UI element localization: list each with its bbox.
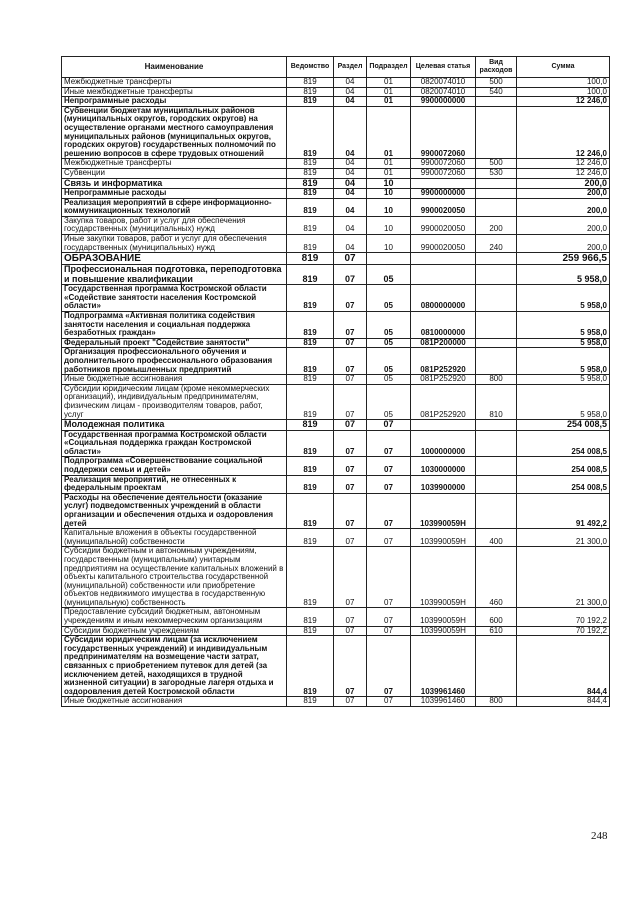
row-section: 04 (334, 159, 367, 169)
row-section: 04 (334, 235, 367, 253)
row-expense-kind (476, 348, 517, 375)
row-sum: 200,0 (517, 189, 610, 199)
row-target-item: 9900000000 (411, 189, 476, 199)
table-row (62, 216, 610, 234)
row-department: 819 (287, 348, 334, 375)
row-section: 07 (334, 338, 367, 348)
row-subsection (367, 253, 411, 265)
table-row (62, 493, 610, 528)
row-department: 819 (287, 216, 334, 234)
table-row (62, 547, 610, 608)
row-subsection: 07 (367, 547, 411, 608)
row-subsection: 05 (367, 265, 411, 285)
row-target-item: 9900072060 (411, 106, 476, 159)
row-sum: 70 192,2 (517, 608, 610, 626)
header-subsection: Подраздел (367, 57, 411, 78)
row-department: 819 (287, 265, 334, 285)
row-target-item: 081P252920 (411, 348, 476, 375)
row-expense-kind (476, 253, 517, 265)
table-row (62, 697, 610, 707)
row-target-item: 081P200000 (411, 338, 476, 348)
table-row (62, 97, 610, 107)
row-sum: 5 958,0 (517, 311, 610, 338)
row-subsection: 05 (367, 311, 411, 338)
row-expense-kind (476, 97, 517, 107)
row-name: Субвенции бюджетам муниципальных районов (муниципальных округов, городских округов) на осуществление органами местного самоуправления муниципальных районов (муниципальных округов, городских округов) государственных полномочий по решению вопросов в сфере трудовых отношений (62, 106, 287, 159)
row-subsection: 05 (367, 285, 411, 312)
row-section: 07 (334, 348, 367, 375)
row-section: 07 (334, 420, 367, 431)
row-expense-kind: 460 (476, 547, 517, 608)
row-sum: 200,0 (517, 198, 610, 216)
row-target-item: 9900072060 (411, 159, 476, 169)
row-expense-kind (476, 475, 517, 493)
header-section: Раздел (334, 57, 367, 78)
row-target-item: 081P252920 (411, 384, 476, 419)
row-department: 819 (287, 475, 334, 493)
row-sum: 5 958,0 (517, 285, 610, 312)
row-sum: 5 958,0 (517, 338, 610, 348)
row-sum: 254 008,5 (517, 420, 610, 431)
row-sum: 5 958,0 (517, 375, 610, 385)
row-expense-kind: 530 (476, 168, 517, 178)
row-subsection: 10 (367, 189, 411, 199)
row-subsection: 07 (367, 420, 411, 431)
row-sum: 259 966,5 (517, 253, 610, 265)
row-name: Профессиональная подготовка, переподготовка и повышение квалификации (62, 265, 287, 285)
row-expense-kind: 240 (476, 235, 517, 253)
row-name: Иные межбюджетные трансферты (62, 87, 287, 97)
row-subsection: 01 (367, 106, 411, 159)
row-section: 07 (334, 311, 367, 338)
row-name: Реализация мероприятий, не отнесенных к федеральным проектам (62, 475, 287, 493)
row-section: 04 (334, 168, 367, 178)
row-subsection: 07 (367, 493, 411, 528)
row-sum: 12 246,0 (517, 168, 610, 178)
row-department: 819 (287, 457, 334, 475)
row-sum: 21 300,0 (517, 529, 610, 547)
row-target-item: 0810000000 (411, 311, 476, 338)
row-subsection: 07 (367, 457, 411, 475)
row-expense-kind: 500 (476, 78, 517, 88)
row-expense-kind: 200 (476, 216, 517, 234)
row-target-item: 0820074010 (411, 78, 476, 88)
row-subsection: 07 (367, 626, 411, 636)
table-row (62, 348, 610, 375)
row-name: Межбюджетные трансферты (62, 159, 287, 169)
row-section: 07 (334, 457, 367, 475)
row-name: Молодежная политика (62, 420, 287, 431)
table-header-row (62, 57, 610, 78)
row-sum: 254 008,5 (517, 430, 610, 457)
header-department: Ведомство (287, 57, 334, 78)
row-target-item: 1039961460 (411, 636, 476, 697)
row-expense-kind (476, 636, 517, 697)
row-name: Непрограммные расходы (62, 97, 287, 107)
row-expense-kind (476, 178, 517, 189)
row-name: Иные закупки товаров, работ и услуг для обеспечения государственных (муниципальных) нужд (62, 235, 287, 253)
row-subsection: 07 (367, 608, 411, 626)
row-target-item: 1000000000 (411, 430, 476, 457)
row-expense-kind (476, 430, 517, 457)
row-target-item (411, 178, 476, 189)
table-row (62, 198, 610, 216)
row-name: Капитальные вложения в объекты государственной (муниципальной) собственности (62, 529, 287, 547)
row-target-item: 9900020050 (411, 216, 476, 234)
row-department: 819 (287, 430, 334, 457)
table-row (62, 285, 610, 312)
row-sum: 200,0 (517, 235, 610, 253)
row-target-item: 0800000000 (411, 285, 476, 312)
table-row (62, 529, 610, 547)
table-row (62, 159, 610, 169)
row-section: 07 (334, 265, 367, 285)
row-name: Подпрограмма «Активная политика содействия занятости населения и социальная поддержка безработных граждан» (62, 311, 287, 338)
row-expense-kind (476, 285, 517, 312)
header-target-item: Целевая статья (411, 57, 476, 78)
row-department: 819 (287, 253, 334, 265)
row-section: 07 (334, 475, 367, 493)
row-department: 819 (287, 493, 334, 528)
row-department: 819 (287, 311, 334, 338)
row-section: 04 (334, 216, 367, 234)
row-subsection: 10 (367, 216, 411, 234)
row-department: 819 (287, 338, 334, 348)
row-section: 07 (334, 253, 367, 265)
row-sum: 844,4 (517, 697, 610, 707)
row-section: 04 (334, 106, 367, 159)
row-expense-kind (476, 311, 517, 338)
row-name: Предоставление субсидий бюджетным, автономным учреждениям и иным некоммерческим организациям (62, 608, 287, 626)
table-row (62, 87, 610, 97)
page-number: 248 (591, 830, 608, 842)
table-row (62, 384, 610, 419)
row-subsection: 05 (367, 348, 411, 375)
row-target-item: 9900020050 (411, 198, 476, 216)
row-section: 07 (334, 430, 367, 457)
row-sum: 5 958,0 (517, 384, 610, 419)
row-sum: 254 008,5 (517, 457, 610, 475)
row-subsection: 01 (367, 78, 411, 88)
row-department: 819 (287, 420, 334, 431)
row-sum: 200,0 (517, 178, 610, 189)
table-row (62, 178, 610, 189)
row-name: Субсидии бюджетным и автономным учреждениям, государственным (муниципальным) унитарным предприятиям на осуществление капитальных вложений в объекты капитального строительства государственной (муниципальной) собственности или приобретение объектов недвижимого имущества в государственную (муниципальную) собственность (62, 547, 287, 608)
row-expense-kind: 800 (476, 375, 517, 385)
row-sum: 12 246,0 (517, 106, 610, 159)
row-sum: 91 492,2 (517, 493, 610, 528)
row-name: Субсидии юридическим лицам (за исключением государственных учреждений) и индивидуальным предпринимателям на возмещение части затрат, связанных с приобретением путевок для детей (за исключением детей, находящихся в трудной жизненной ситуации) в загородные лагеря отдыха и оздоровления детей Костромской области (62, 636, 287, 697)
row-target-item: 1039900000 (411, 475, 476, 493)
row-expense-kind (476, 338, 517, 348)
row-section: 07 (334, 697, 367, 707)
row-expense-kind (476, 457, 517, 475)
row-target-item: 081P252920 (411, 375, 476, 385)
row-department: 819 (287, 626, 334, 636)
table-row (62, 168, 610, 178)
row-department: 819 (287, 547, 334, 608)
row-sum: 5 958,0 (517, 348, 610, 375)
row-sum: 70 192,2 (517, 626, 610, 636)
row-subsection: 07 (367, 636, 411, 697)
row-name: Закупка товаров, работ и услуг для обеспечения государственных (муниципальных) нужд (62, 216, 287, 234)
row-subsection: 01 (367, 159, 411, 169)
row-department: 819 (287, 198, 334, 216)
row-target-item (411, 265, 476, 285)
row-section: 07 (334, 547, 367, 608)
row-section: 07 (334, 384, 367, 419)
row-section: 07 (334, 529, 367, 547)
row-section: 07 (334, 493, 367, 528)
row-subsection: 01 (367, 87, 411, 97)
row-expense-kind (476, 265, 517, 285)
table-row (62, 78, 610, 88)
row-name: ОБРАЗОВАНИЕ (62, 253, 287, 265)
row-department: 819 (287, 97, 334, 107)
table-row (62, 253, 610, 265)
row-section: 07 (334, 375, 367, 385)
row-section: 07 (334, 608, 367, 626)
table-row (62, 475, 610, 493)
row-target-item (411, 420, 476, 431)
table-row (62, 420, 610, 431)
row-department: 819 (287, 285, 334, 312)
row-subsection: 10 (367, 198, 411, 216)
row-target-item: 103990059Н (411, 608, 476, 626)
row-subsection: 05 (367, 384, 411, 419)
row-subsection: 01 (367, 168, 411, 178)
row-target-item: 9900000000 (411, 97, 476, 107)
row-department: 819 (287, 189, 334, 199)
row-department: 819 (287, 159, 334, 169)
row-department: 819 (287, 78, 334, 88)
row-expense-kind: 610 (476, 626, 517, 636)
table-row (62, 430, 610, 457)
row-name: Иные бюджетные ассигнования (62, 375, 287, 385)
row-department: 819 (287, 87, 334, 97)
row-sum: 100,0 (517, 87, 610, 97)
row-department: 819 (287, 106, 334, 159)
row-target-item: 0820074010 (411, 87, 476, 97)
row-expense-kind: 500 (476, 159, 517, 169)
row-expense-kind: 400 (476, 529, 517, 547)
row-sum: 200,0 (517, 216, 610, 234)
row-department: 819 (287, 384, 334, 419)
table-row (62, 265, 610, 285)
table-row (62, 636, 610, 697)
row-name: Организация профессионального обучения и дополнительного профессионального образования работников промышленных предприятий (62, 348, 287, 375)
header-sum: Сумма (517, 57, 610, 78)
row-section: 04 (334, 189, 367, 199)
row-target-item: 103990059Н (411, 529, 476, 547)
row-subsection: 10 (367, 178, 411, 189)
row-subsection: 07 (367, 529, 411, 547)
table-row (62, 457, 610, 475)
row-section: 07 (334, 285, 367, 312)
row-expense-kind: 800 (476, 697, 517, 707)
row-section: 04 (334, 97, 367, 107)
row-section: 04 (334, 87, 367, 97)
header-expense-kind: Вид расходов (476, 57, 517, 78)
row-sum: 254 008,5 (517, 475, 610, 493)
table-row (62, 375, 610, 385)
row-department: 819 (287, 529, 334, 547)
row-department: 819 (287, 375, 334, 385)
table-row (62, 311, 610, 338)
row-department: 819 (287, 168, 334, 178)
row-name: Федеральный проект "Содействие занятости" (62, 338, 287, 348)
row-subsection: 07 (367, 697, 411, 707)
table-row (62, 106, 610, 159)
row-name: Межбюджетные трансферты (62, 78, 287, 88)
row-subsection: 01 (367, 97, 411, 107)
row-sum: 12 246,0 (517, 97, 610, 107)
table-row (62, 235, 610, 253)
row-target-item (411, 253, 476, 265)
header-name: Наименование (62, 57, 287, 78)
row-name: Расходы на обеспечение деятельности (оказание услуг) подведомственных учреждений в области организации и обеспечения отдыха и оздоровления детей (62, 493, 287, 528)
table-row (62, 189, 610, 199)
row-name: Субсидии бюджетным учреждениям (62, 626, 287, 636)
row-section: 07 (334, 636, 367, 697)
row-section: 07 (334, 626, 367, 636)
row-target-item: 103990059Н (411, 493, 476, 528)
row-expense-kind (476, 106, 517, 159)
row-expense-kind: 600 (476, 608, 517, 626)
row-subsection: 07 (367, 475, 411, 493)
row-subsection: 07 (367, 430, 411, 457)
table-row (62, 608, 610, 626)
row-target-item: 103990059Н (411, 626, 476, 636)
row-expense-kind (476, 420, 517, 431)
budget-table (61, 56, 610, 707)
budget-table-container (61, 56, 609, 707)
row-subsection: 05 (367, 338, 411, 348)
row-name: Государственная программа Костромской области «Содействие занятости населения Костромской области» (62, 285, 287, 312)
row-expense-kind (476, 189, 517, 199)
row-expense-kind: 810 (476, 384, 517, 419)
row-name: Субвенции (62, 168, 287, 178)
row-sum: 5 958,0 (517, 265, 610, 285)
row-target-item: 9900072060 (411, 168, 476, 178)
row-target-item: 1039961460 (411, 697, 476, 707)
row-name: Государственная программа Костромской области «Социальная поддержка граждан Костромской области» (62, 430, 287, 457)
row-department: 819 (287, 235, 334, 253)
row-department: 819 (287, 178, 334, 189)
row-subsection: 10 (367, 235, 411, 253)
row-target-item: 1030000000 (411, 457, 476, 475)
row-sum: 12 246,0 (517, 159, 610, 169)
row-department: 819 (287, 608, 334, 626)
row-name: Реализация мероприятий в сфере информационно-коммуникационных технологий (62, 198, 287, 216)
row-name: Непрограммные расходы (62, 189, 287, 199)
row-expense-kind (476, 198, 517, 216)
row-target-item: 9900020050 (411, 235, 476, 253)
row-name: Субсидии юридическим лицам (кроме некоммерческих организаций), индивидуальным предпринимателям, физическим лицам - производителям товаров, работ, услуг (62, 384, 287, 419)
row-subsection: 05 (367, 375, 411, 385)
row-sum: 21 300,0 (517, 547, 610, 608)
row-section: 04 (334, 198, 367, 216)
row-sum: 100,0 (517, 78, 610, 88)
row-name: Иные бюджетные ассигнования (62, 697, 287, 707)
row-name: Связь и информатика (62, 178, 287, 189)
row-department: 819 (287, 636, 334, 697)
row-section: 04 (334, 78, 367, 88)
row-target-item: 103990059Н (411, 547, 476, 608)
table-row (62, 626, 610, 636)
row-department: 819 (287, 697, 334, 707)
row-sum: 844,4 (517, 636, 610, 697)
row-expense-kind: 540 (476, 87, 517, 97)
row-name: Подпрограмма «Совершенствование социальной поддержки семьи и детей» (62, 457, 287, 475)
table-row (62, 338, 610, 348)
row-section: 04 (334, 178, 367, 189)
row-expense-kind (476, 493, 517, 528)
